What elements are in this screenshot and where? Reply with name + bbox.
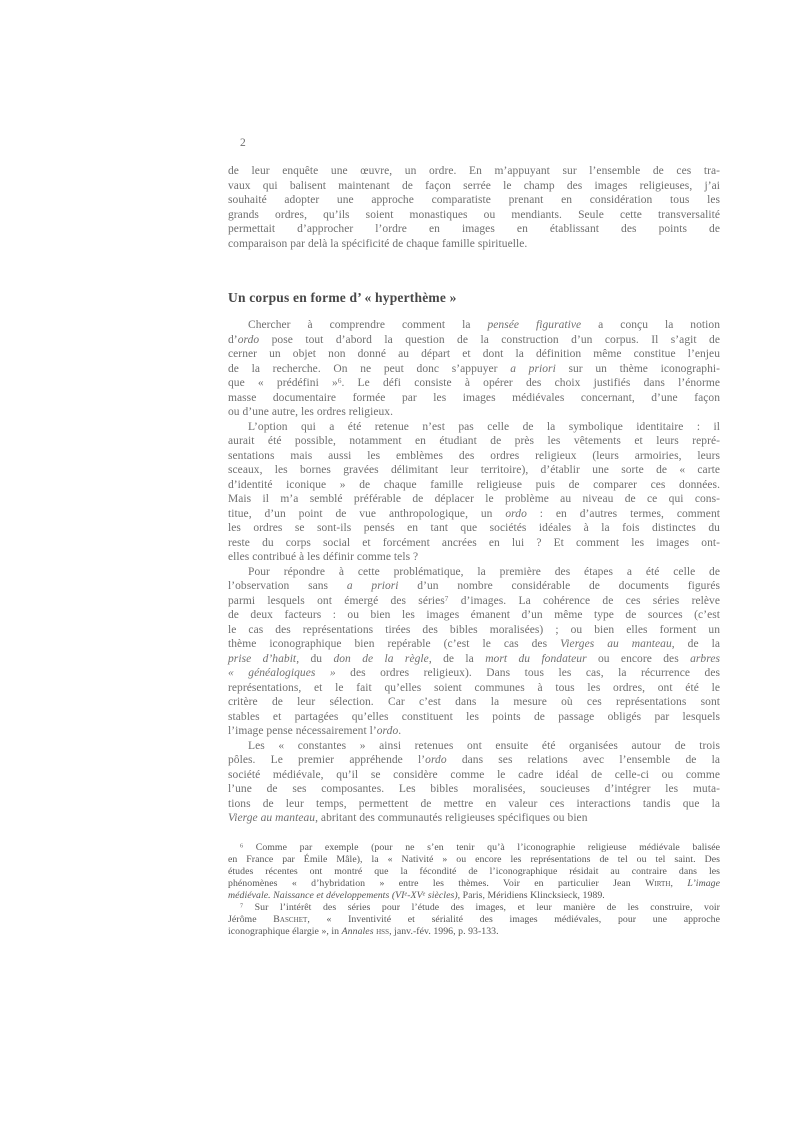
text-line: de la recherche. On ne peut donc s’appuyer a priori sur un thème iconographi- <box>228 362 720 375</box>
text-line: vaux qui balisent maintenant de façon serrée le champ des images religieuses, j’ai <box>228 179 720 192</box>
text-line: l’observation sans a priori d’un nombre considérable de documents figurés <box>228 580 720 592</box>
text-line: tions de leur temps, permettent de mettre en valeur ces interactions tandis que la <box>228 797 720 810</box>
footnote-line: phénomènes « d’hybridation » entre les thèmes. Voir en particulier Jean Wirth, L’image <box>228 877 720 889</box>
paragraph <box>228 318 720 420</box>
text-line: l’image pense nécessairement l’ordo. <box>228 725 402 737</box>
text-line: Vierge au manteau, abritant des communautés religieuses spécifiques ou bien <box>228 812 588 824</box>
intro-paragraphs <box>228 164 720 251</box>
paragraph <box>228 420 720 565</box>
paragraph <box>228 842 720 902</box>
text-line: de leur enquête une œuvre, un ordre. En m’appuyant sur l’ensemble de ces tra- <box>228 165 720 177</box>
text-line: ou d’une autre, les ordres religieux. <box>228 406 394 418</box>
page-number: 2 <box>240 137 246 149</box>
text-line: cerner un objet non donné au départ et dont la définition même constitue l’enjeu <box>228 348 720 360</box>
text-line: que « prédéfini »$^6$. Le défi consiste à opérer des choix justifiés dans l’énorme <box>228 376 720 389</box>
text-line: stables et partagées qu’elles constituent les points de passage obligés par lesquels <box>228 710 720 723</box>
footnote-line: $^7$ Sur l’intérêt des séries pour l’étude des images, et leur manière de les construire, voir <box>240 901 720 913</box>
text-line: Pour répondre à cette problématique, la première des étapes a été celle de <box>248 565 720 578</box>
text-line: souhaité adopter une approche comparatiste prenant en considération tous les <box>228 194 720 206</box>
footnote-line: études récentes ont montré que la fécondité de l’iconographique résidait au contraire dans les <box>228 865 720 877</box>
text-line: Les « constantes » ainsi retenues ont ensuite été organisées autour de trois <box>248 739 720 752</box>
text-line: comparaison par delà la spécificité de chaque famille spirituelle. <box>228 237 528 250</box>
text-line: elles contribué à les définir comme tels ? <box>228 551 419 563</box>
text-line: « généalogiques » des ordres religieux). Dans tous les cas, la récurrence des <box>228 667 720 679</box>
paragraph <box>228 739 720 826</box>
text-line: prise d’habit, du don de la règle, de la mort du fondateur ou encore des arbres <box>228 652 720 665</box>
text-line: d’ordo pose tout d’abord la question de la construction d’un corpus. Il s’agit de <box>228 333 720 346</box>
text-line: sentations mais aussi les emblèmes des ordres religieux (leurs armoiries, leurs <box>228 449 720 462</box>
text-line: reste du corps social et forcément ancrées en lui ? Et comment les images ont- <box>228 536 720 549</box>
text-line: le cas des représentations tirées des bibles moralisées) ; ou bien elles forment un <box>228 623 720 636</box>
footnote-line: en France par Émile Mâle), la « Nativité » ou encore les représentations de tel ou tel saint. Des <box>228 853 720 865</box>
footnotes-section <box>228 842 720 938</box>
text-line: d’identité iconique » de chaque famille religieuse puis de comparer ces données. <box>228 478 720 491</box>
paragraph <box>228 565 720 739</box>
paragraph <box>228 164 720 251</box>
text-line: Chercher à comprendre comment la pensée figurative a conçu la notion <box>248 319 721 331</box>
text-column <box>228 164 720 938</box>
text-line: les ordres se sont-ils pensés en tant que sociétés idéales à la fois distinctes du <box>228 522 720 534</box>
footnote-line: médiévale. Naissance et développements (VIe-XVe siècles), Paris, Méridiens Klincksieck, 1989. <box>228 889 605 901</box>
footnote-line: Jérôme Baschet, « Inventivité et sérialité des images médiévales, pour une approche <box>228 913 721 925</box>
text-line: thème iconographique bien repérable (c’est le cas des Vierges au manteau, de la <box>228 638 720 650</box>
text-line: Mais il m’a semblé préférable de déplacer le problème au niveau de ce qui cons- <box>228 493 720 505</box>
text-line: de deux facteurs : ou bien les images émanent d’un même type de sources (c’est <box>228 609 720 621</box>
text-line: permettait d’approcher l’ordre en images en établissant des points de <box>228 223 720 235</box>
text-line: aurait été possible, notamment en étudiant de près les vêtements et leurs repré- <box>228 435 720 447</box>
text-line: critère de leur sélection. Car c’est dans la mesure où ces représentations sont <box>228 696 720 708</box>
text-line: parmi lesquels ont émergé des séries$^7$ d’images. La cohérence de ces séries relève <box>228 594 720 607</box>
text-line: pôles. Le premier appréhende l’ordo dans ses relations avec l’ensemble de la <box>228 754 721 766</box>
text-line: grands ordres, qu’ils soient monastiques ou mendiants. Seule cette transversalité <box>228 208 720 221</box>
section-paragraphs <box>228 318 720 826</box>
text-line: l’une de ses composantes. Les bibles moralisées, soucieuses d’intégrer les muta- <box>228 783 720 795</box>
section-heading: Un corpus en forme d’ « hyperthème » <box>228 290 457 305</box>
text-line: masse documentaire formée par les images médiévales concernant, d’une façon <box>228 391 720 404</box>
text-line: sceaux, les bornes gravées délimitant leur territoire), d’établir une sorte de « carte <box>228 464 720 476</box>
text-line: société médiévale, qu’il se considère comme le cadre idéal de celle-ci ou comme <box>228 768 720 781</box>
text-line: L’option qui a été retenue n’est pas celle de la symbolique identitaire : il <box>248 420 720 433</box>
footnote-line: iconographique élargie », in Annales hss, janv.-fév. 1996, p. 93-133. <box>228 925 499 937</box>
text-line: titue, d’un point de vue anthropologique, un ordo : en d’autres termes, comment <box>228 507 720 520</box>
text-line: représentations, et le fait qu’elles soient communes à tous les ordres, ont été le <box>228 681 720 694</box>
footnote-line: $^6$ Comme par exemple (pour ne s’en tenir qu’à l’iconographie religieuse médiévale balisée <box>240 841 720 853</box>
paragraph <box>228 902 720 938</box>
